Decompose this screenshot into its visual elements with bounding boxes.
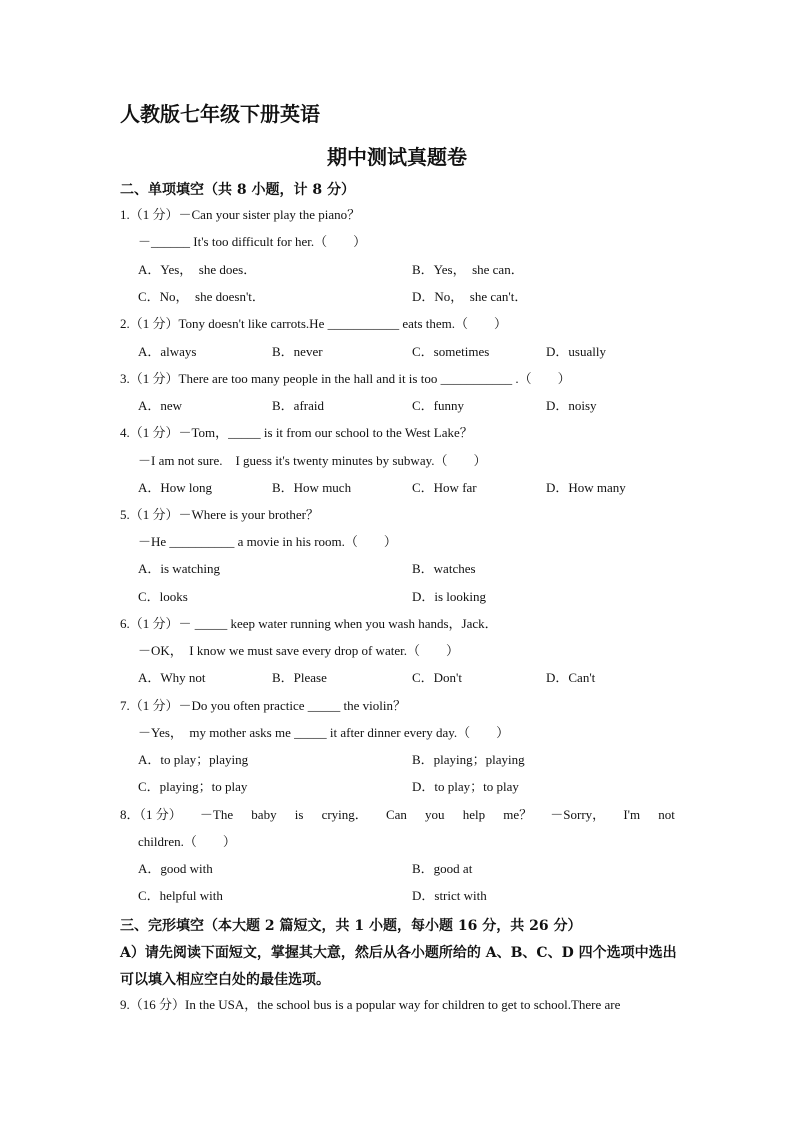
question-7-option-c: C．playing；to play — [138, 779, 248, 794]
q8-word: not — [658, 807, 675, 822]
question-4-line2: －I am not sure. I guess it's twenty minutes by subway.（ ） — [138, 453, 487, 468]
question-3-stem: 3.（1 分）There are too many people in the hall and it is too ___________ .（ ） — [120, 371, 571, 386]
question-7-stem: 7.（1 分）－Do you often practice _____ the violin？ — [120, 698, 406, 713]
q8-word: baby — [251, 807, 277, 822]
question-1-option-a: A．Yes， she does． — [138, 262, 257, 277]
question-6-stem: 6.（1 分）－ _____ keep water running when you wash hands，Jack． — [120, 616, 498, 631]
question-6-line2: －OK， I know we must save every drop of water.（ ） — [138, 643, 459, 658]
q8-word: －Sorry， — [550, 807, 606, 822]
q8-word: you — [425, 807, 445, 822]
question-4-option-d: D．How many — [546, 480, 626, 495]
question-5-option-d: D．is looking — [412, 589, 487, 604]
question-1-option-d: D．No， she can't． — [412, 289, 528, 304]
q8-word: help — [462, 807, 486, 822]
question-4-option-a: A．How long — [138, 480, 213, 495]
question-1-line2: －______ It's too difficult for her.（ ） — [138, 234, 367, 249]
q8-word: me？ — [503, 807, 533, 822]
question-7-option-d: D．to play；to play — [412, 779, 519, 794]
question-7-line2: －Yes， my mother asks me _____ it after dinner every day.（ ） — [138, 725, 510, 740]
section-heading-single-choice: 二、单项填空（共 8 小题，计 8 分） — [120, 182, 355, 198]
q8-word: crying． — [321, 807, 368, 822]
document-title: 人教版七年级下册英语 — [120, 102, 320, 126]
question-8-option-c: C．helpful with — [138, 888, 223, 903]
question-1-option-b: B．Yes， she can． — [412, 262, 524, 277]
question-3-option-c: C．funny — [412, 398, 465, 413]
question-6-option-d: D．Can't — [546, 670, 596, 685]
question-6-option-c: C．Don't — [412, 670, 463, 685]
question-7-option-b: B．playing；playing — [412, 752, 525, 767]
question-5-stem: 5.（1 分）－Where is your brother？ — [120, 507, 319, 522]
q8-word: is — [294, 807, 304, 822]
question-5-option-c: C．looks — [138, 589, 188, 604]
question-6-option-b: B．Please — [272, 670, 327, 685]
question-5-option-b: B．watches — [412, 561, 476, 576]
question-1-stem: 1.（1 分）－Can your sister play the piano？ — [120, 207, 361, 222]
question-8-option-d: D．strict with — [412, 888, 487, 903]
document-subtitle: 期中测试真题卷 — [327, 145, 467, 169]
question-8-option-a: A．good with — [138, 861, 213, 876]
question-8-stem — [120, 806, 675, 824]
question-8-option-b: B．good at — [412, 861, 473, 876]
q8-word: I'm — [623, 807, 641, 822]
cloze-instruction-line1: A）请先阅读下面短文，掌握其大意，然后从各小题所给的 A、B、C、D 四个选项中选出 — [120, 945, 677, 961]
question-3-option-a: A．new — [138, 398, 183, 413]
q8-word: Can — [385, 807, 407, 822]
question-9-stem: 9.（16 分）In the USA，the school bus is a popular way for children to get to school.There are — [120, 997, 621, 1012]
question-4-option-b: B．How much — [272, 480, 352, 495]
question-2-option-c: C．sometimes — [412, 344, 490, 359]
question-1-option-c: C．No， she doesn't． — [138, 289, 265, 304]
q8-word: －The — [199, 807, 234, 822]
question-7-option-a: A．to play；playing — [138, 752, 249, 767]
question-5-line2: －He __________ a movie in his room.（ ） — [138, 534, 397, 549]
question-5-option-a: A．is watching — [138, 561, 220, 576]
question-8-line2: children.（ ） — [138, 834, 236, 849]
cloze-instruction-line2: 可以填入相应空白处的最佳选项。 — [120, 972, 330, 988]
question-6-option-a: A．Why not — [138, 670, 206, 685]
question-2-option-d: D．usually — [546, 344, 606, 359]
question-4-stem: 4.（1 分）－Tom，_____ is it from our school to the West Lake？ — [120, 425, 473, 440]
question-2-option-b: B．never — [272, 344, 323, 359]
question-3-option-d: D．noisy — [546, 398, 597, 413]
question-2-option-a: A．always — [138, 344, 197, 359]
question-4-option-c: C．How far — [412, 480, 477, 495]
question-2-stem: 2.（1 分）Tony doesn't like carrots.He ___________ eats them.（ ） — [120, 316, 508, 331]
section-heading-cloze: 三、完形填空（本大题 2 篇短文，共 1 小题，每小题 16 分，共 26 分） — [120, 918, 582, 934]
question-3-option-b: B．afraid — [272, 398, 324, 413]
q8-word: 8．（1 分） — [120, 807, 182, 822]
